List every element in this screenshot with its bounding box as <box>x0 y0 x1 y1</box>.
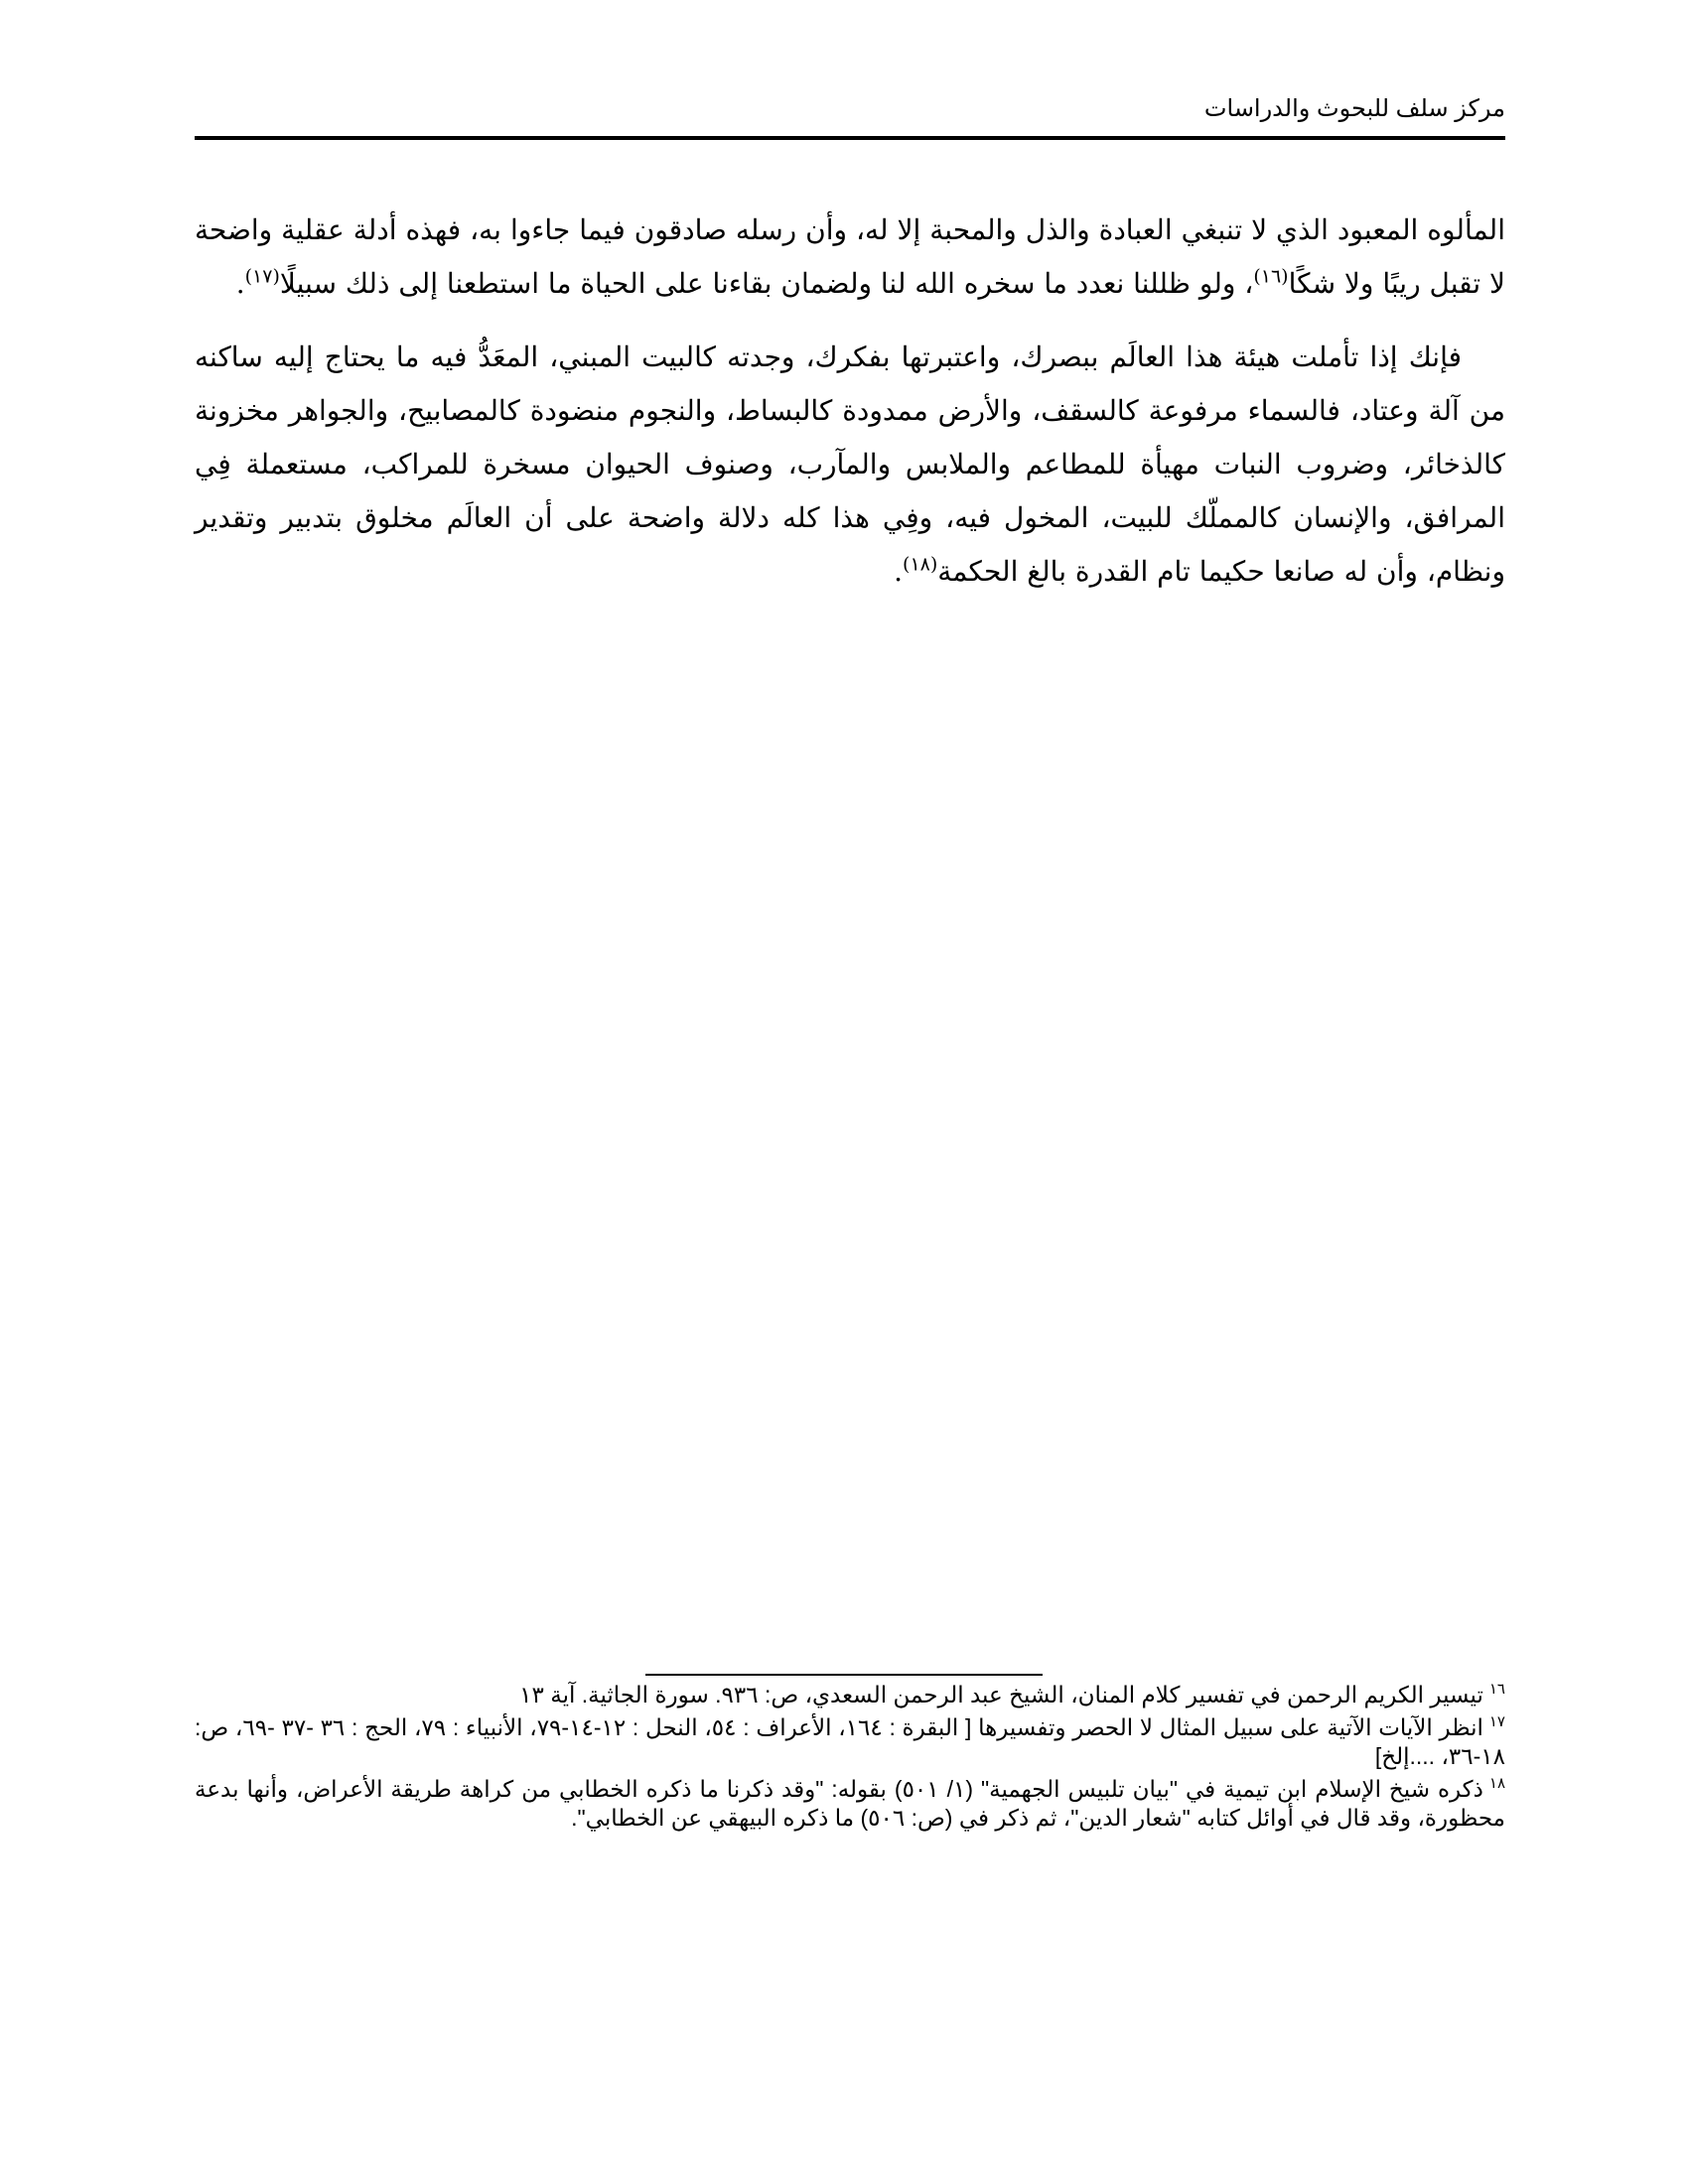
footnote-number: ١٨ <box>1488 1775 1506 1793</box>
header-rule <box>195 136 1505 140</box>
paragraph-1-text-a: المألوه المعبود الذي لا تنبغي العبادة والذل والمحبة إلا له، وأن رسله صادقون فيما جاءوا به، فهذه أدلة عقلية واضحة لا تقبل ريبًا ولا شكًا <box>195 213 1505 300</box>
footnote-ref-16[interactable]: (١٦) <box>1253 265 1289 288</box>
paragraph-2-text-a: فإنك إذا تأملت هيئة هذا العالَم ببصرك، واعتبرتها بفكرك، وجدته كالبيت المبني، المعَدُّ فيه ما يحتاج إليه ساكنه من آلة وعتاد، فالسماء مرفوعة كالسقف، والأرض ممدودة كالبساط، والنجوم منضودة كالمصابيح، والجواهر مخزونة كالذخائر، وضروب النبات مهيأة للمطاعم والملابس والمآرب، وصنوف الحيوان مسخرة للمراكب، مستعملة فِي المرافق، والإنسان كالمملّك للبيت، المخول فيه، وفِي هذا كله دلالة واضحة على أن العالَم مخلوق بتدبير وتقدير ونظام، وأن له صانعا حكيما تام القدرة بالغ الحكمة <box>195 341 1505 588</box>
main-text <box>195 204 1505 618</box>
footnote-text: ذكره شيخ الإسلام ابن تيمية في "بيان تلبيس الجهمية" (١/ ٥٠١) بقوله: "وقد ذكرنا ما ذكره الخطابي من كراهة طريقة الأعراض، وأنها بدعة محظورة، وقد قال في أوائل كتابه "شعار الدين"، ثم ذكر في (ص: ٥٠٦) ما ذكره البيهقي عن الخطابي". <box>195 1776 1505 1831</box>
footnote-text: انظر الآيات الآتية على سبيل المثال لا الحصر وتفسيرها [ البقرة : ١٦٤، الأعراف : ٥٤، النحل : ١٢-١٤-٧٩، الأنبياء : ٧٩، الحج : ٣٦ -٣٧ -٦٩، ص: ١٨-٣٦، ....إلخ] <box>195 1714 1505 1769</box>
footnotes <box>195 1681 1505 1837</box>
footnote-separator <box>645 1674 1043 1676</box>
footnote-17 <box>195 1713 1505 1771</box>
footnote-text: تيسير الكريم الرحمن في تفسير كلام المنان، الشيخ عبد الرحمن السعدي، ص: ٩٣٦. سورة الجاثية. آية ١٣ <box>519 1682 1483 1707</box>
paragraph-1-text-c: . <box>235 267 245 300</box>
footnote-16 <box>195 1681 1505 1709</box>
footnote-number: ١٧ <box>1488 1713 1505 1731</box>
footnote-18 <box>195 1775 1505 1833</box>
footnote-ref-18[interactable]: (١٨) <box>903 553 938 576</box>
paragraph-1-text-b: ، ولو ظللنا نعدد ما سخره الله لنا ولضمان بقاءنا على الحياة ما استطعنا إلى ذلك سبيلًا <box>279 267 1254 300</box>
footnote-number: ١٦ <box>1488 1681 1505 1699</box>
footnote-ref-17[interactable]: (١٧) <box>244 265 280 288</box>
paragraph-1 <box>195 204 1505 311</box>
paragraph-2 <box>195 331 1505 599</box>
running-header <box>195 91 1505 127</box>
header-title: مركز سلف للبحوث والدراسات <box>1203 95 1505 122</box>
paragraph-2-text-b: . <box>894 555 904 588</box>
